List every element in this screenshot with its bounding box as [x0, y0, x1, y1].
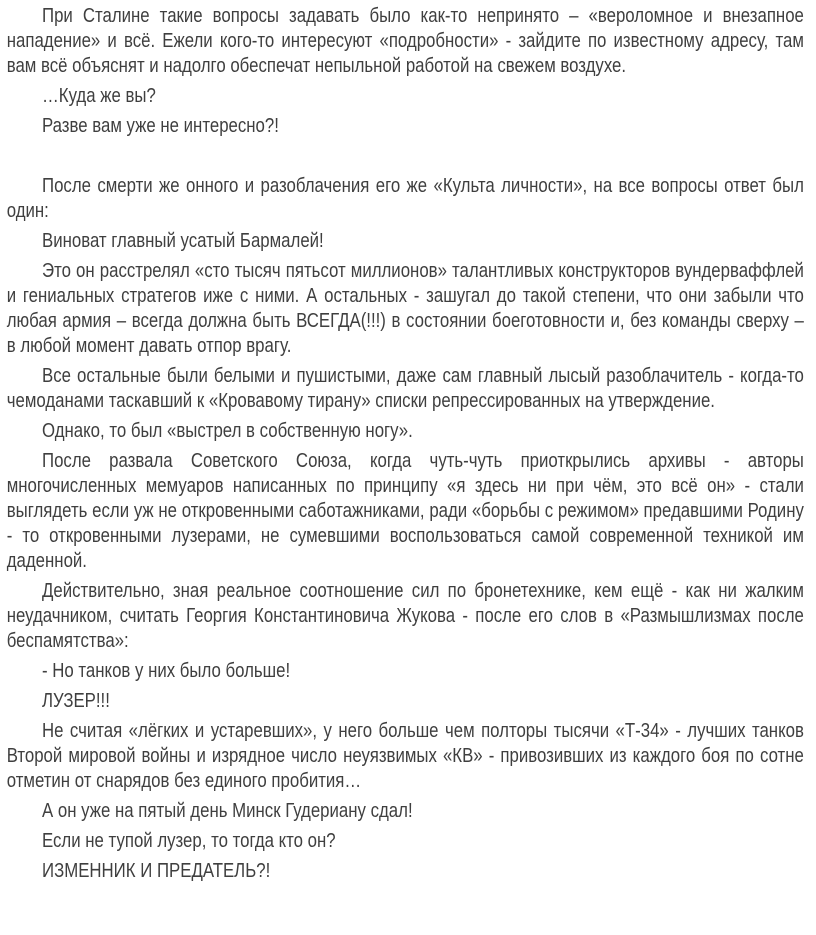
paragraph: Разве вам уже не интересно?!	[42, 115, 279, 137]
paragraph: Действительно, зная реальное соотношение сил по бронетехнике, кем ещё - как ни жалким неудачником, считать Георгия Константиновича Жукова - после его слов в «Размышлизмах после беспамятства»:	[6, 580, 804, 652]
paragraph: Если не тупой лузер, то тогда кто он?	[42, 830, 336, 852]
empty-paragraph	[7, 144, 804, 169]
paragraph: После развала Советского Союза, когда чуть-чуть приоткрылись архивы - авторы многочисленных мемуаров написанных по принципу «я здесь ни при чём, это всё он» - стали выглядеть если уж не откровенными саботажниками, ради «борьбы с режимом» предавшими Родину - то откровенными лузерами, не сумевшими воспользоваться самой современной техникой им даденной.	[6, 450, 804, 572]
paragraph: ИЗМЕННИК И ПРЕДАТЕЛЬ?!	[42, 860, 271, 882]
paragraph: - Но танков у них было больше!	[42, 660, 291, 682]
paragraph: При Сталине такие вопросы задавать было как-то непринято – «вероломное и внезапное нападение» и всё. Ежели кого-то интересуют «подробности» - зайдите по известному адресу, там вам всё объяснят и надолго обеспечат непыльной работой на свежем воздухе.	[6, 5, 804, 77]
paragraph: А он уже на пятый день Минск Гудериану сдал!	[42, 800, 413, 822]
paragraph: После смерти же онного и разоблачения его же «Культа личности», на все вопросы ответ был один:	[6, 175, 804, 222]
paragraph: Виноват главный усатый Бармалей!	[42, 230, 324, 252]
paragraph: Все остальные были белыми и пушистыми, даже сам главный лысый разоблачитель - когда-то чемоданами таскавший к «Кровавому тирану» списки репрессированных на утверждение.	[6, 365, 804, 412]
paragraph: ЛУЗЕР!!!	[42, 690, 110, 712]
paragraph: Не считая «лёгких и устаревших», у него больше чем полторы тысячи «Т-34» - лучших танков Второй мировой войны и изрядное число неуязвимых «КВ» - привозивших из каждого боя по сотне отметин от снарядов без единого пробития…	[6, 720, 804, 792]
paragraph: …Куда же вы?	[42, 85, 156, 107]
paragraph: Это он расстрелял «сто тысяч пятьсот миллионов» талантливых конструкторов вундерваффлей и гениальных стратегов иже с ними. А остальных - зашугал до такой степени, что они забыли что любая армия – всегда должна быть ВСЕГДА(!!!) в состоянии боеготовности и, без команды сверху – в любой момент давать отпор врагу.	[6, 260, 804, 357]
paragraph: Однако, то был «выстрел в собственную ногу».	[42, 420, 413, 442]
